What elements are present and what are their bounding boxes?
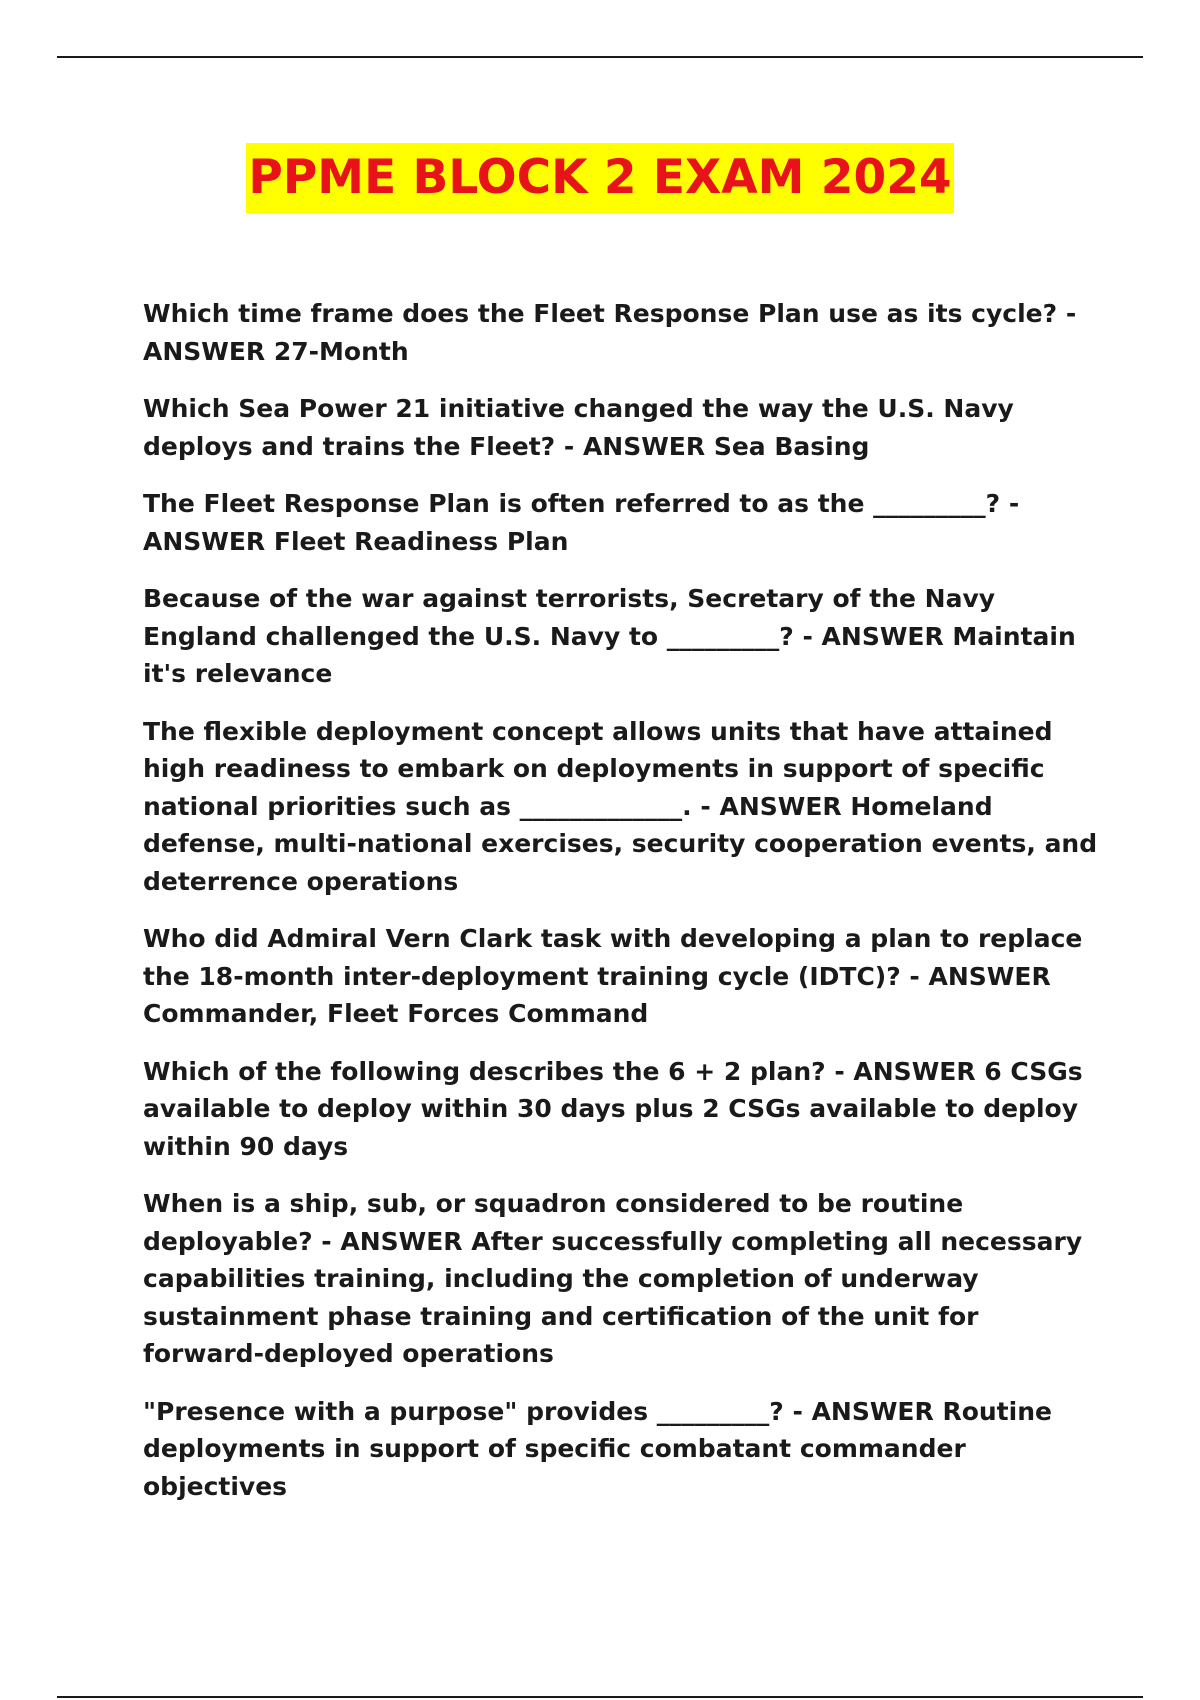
- qa-item: Which of the following describes the 6 + 2 plan? - ANSWER 6 CSGs available to deploy within 30 days plus 2 CSGs available to deploy within 90 days: [143, 1056, 1083, 1161]
- header-rule: [57, 56, 1143, 58]
- title-container: [0, 143, 1200, 213]
- footer-rule: [57, 1696, 1143, 1698]
- qa-item: Which Sea Power 21 initiative changed the way the U.S. Navy deploys and trains the Fleet? - ANSWER Sea Basing: [143, 394, 1014, 461]
- question-answer-list: [143, 295, 1103, 1525]
- qa-item: Because of the war against terrorists, Secretary of the Navy England challenged the U.S. Navy to _________? - ANSWER Maintain it's relevance: [143, 584, 1076, 688]
- qa-item: The flexible deployment concept allows units that have attained high readiness to embark on deployments in support of specific national priorities such as _____________. - ANSWER Homeland defense, multi-national exercises, security cooperation events, and deterrence operations: [143, 716, 1098, 896]
- qa-item: When is a ship, sub, or squadron considered to be routine deployable? - ANSWER After successfully completing all necessary capabilities training, including the completion of underway sustainment phase training and certification of the unit for forward-deployed operations: [143, 1189, 1083, 1368]
- document-title: PPME BLOCK 2 EXAM 2024: [246, 143, 953, 213]
- qa-item: "Presence with a purpose" provides _________? - ANSWER Routine deployments in support of specific combatant commander objectives: [143, 1396, 1052, 1501]
- qa-item: Who did Admiral Vern Clark task with developing a plan to replace the 18-month inter-deployment training cycle (IDTC)? - ANSWER Commander, Fleet Forces Command: [143, 924, 1083, 1028]
- qa-item: The Fleet Response Plan is often referred to as the _________? - ANSWER Fleet Readiness Plan: [143, 489, 1020, 556]
- qa-item: Which time frame does the Fleet Response Plan use as its cycle? - ANSWER 27-Month: [143, 299, 1077, 366]
